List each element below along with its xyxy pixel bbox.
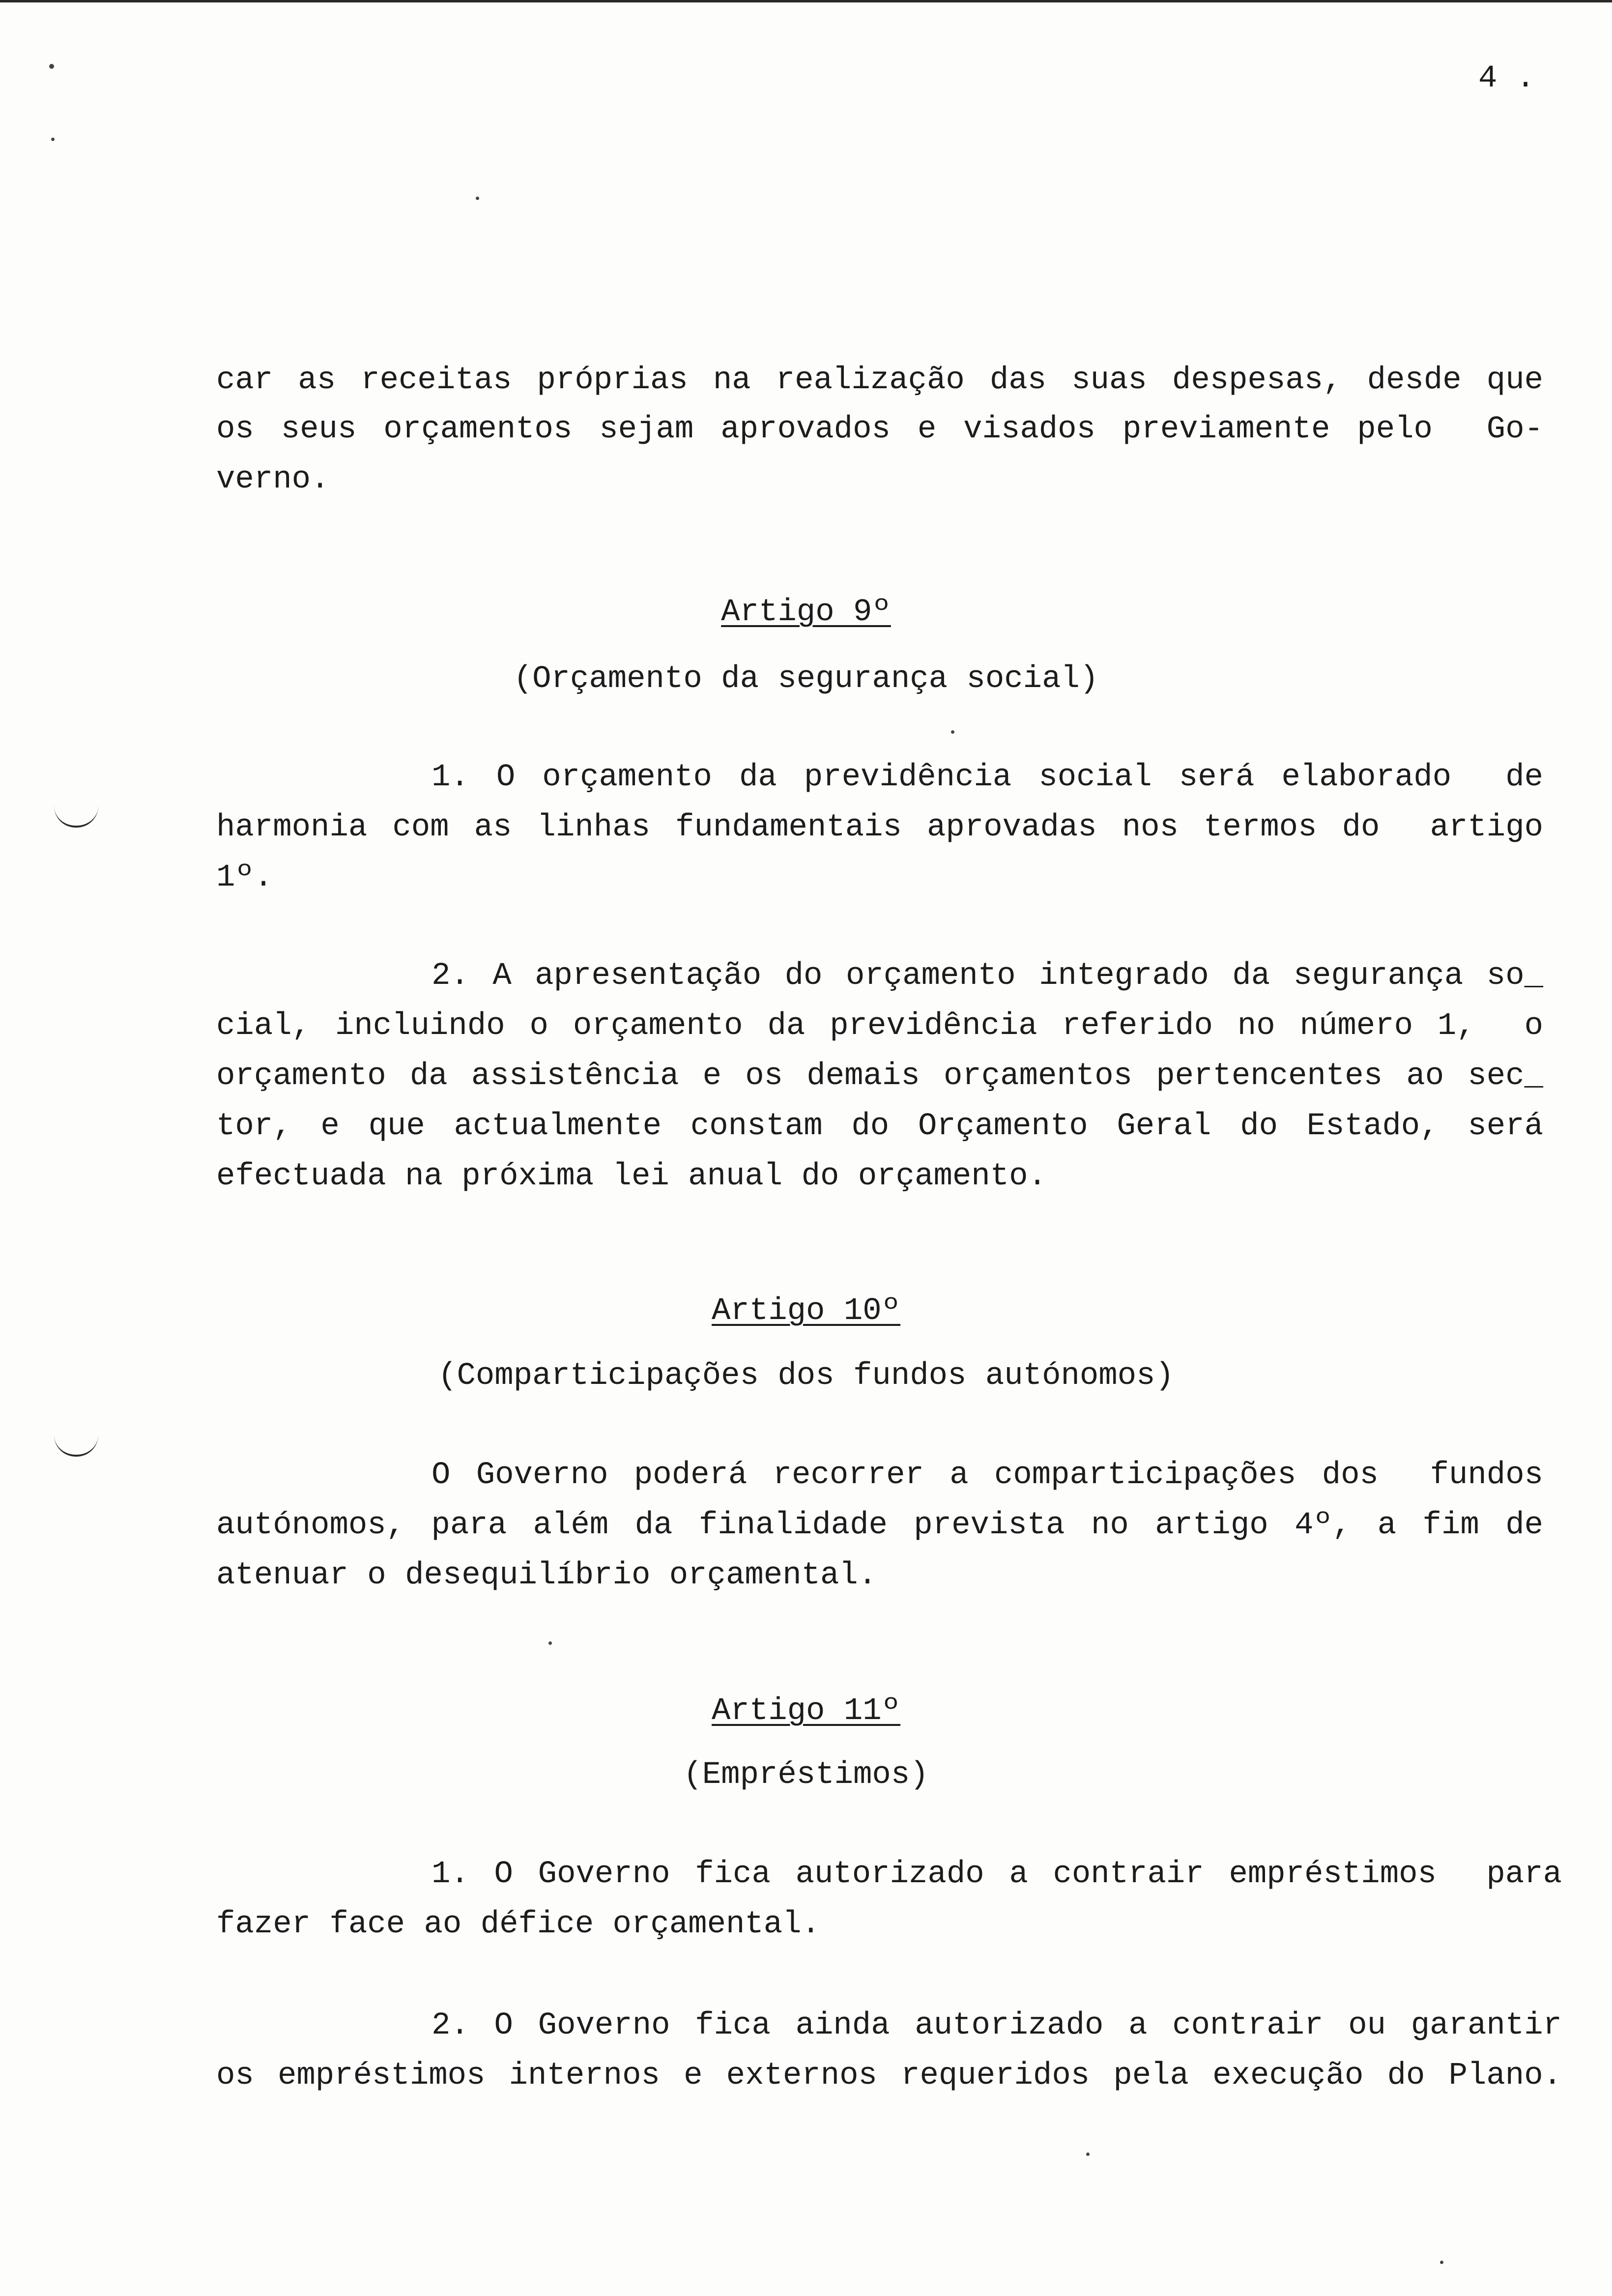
article-title: Artigo 9º: [721, 595, 891, 630]
body-line: fazer face ao défice orçamental.: [216, 1907, 820, 1942]
top-border-line: [0, 0, 1612, 2]
article-title: Artigo 11º: [711, 1693, 901, 1729]
body-line: autónomos, para além da finalidade prevista no artigo 4º, a fim de: [216, 1508, 1543, 1543]
body-line: efectuada na próxima lei anual do orçamento.: [216, 1159, 1047, 1194]
scan-speck: [476, 197, 479, 200]
body-line: os seus orçamentos sejam aprovados e visados previamente pelo Go-: [216, 412, 1543, 447]
scan-speck: [49, 64, 54, 69]
body-line: O Governo poderá recorrer a comparticipações dos fundos: [432, 1458, 1543, 1493]
body-line: 1. O orçamento da previdência social será elaborado de: [432, 760, 1543, 795]
scan-speck: [1086, 2152, 1090, 2156]
body-line: 1. O Governo fica autorizado a contrair empréstimos para: [432, 1857, 1562, 1892]
article-subtitle: (Empréstimos): [683, 1757, 929, 1793]
body-line: atenuar o desequilíbrio orçamental.: [216, 1558, 877, 1593]
body-line: car as receitas próprias na realização das suas despesas, desde que: [216, 363, 1543, 398]
scan-speck: [51, 138, 55, 141]
article-subtitle: (Comparticipações dos fundos autónomos): [438, 1358, 1174, 1394]
scan-speck: [951, 730, 954, 734]
article-title: Artigo 10º: [711, 1293, 901, 1329]
body-line: os empréstimos internos e externos requeridos pela execução do Plano.: [216, 2058, 1562, 2094]
scan-speck: [548, 1641, 552, 1645]
body-line: tor, e que actualmente constam do Orçamento Geral do Estado, será: [216, 1109, 1543, 1144]
margin-check-mark: [54, 806, 98, 828]
body-line: cial, incluindo o orçamento da previdência referido no número 1, o: [216, 1008, 1543, 1044]
body-line: orçamento da assistência e os demais orçamentos pertencentes ao sec_: [216, 1059, 1543, 1094]
body-line: 1º.: [216, 860, 273, 895]
body-line: 2. O Governo fica ainda autorizado a contrair ou garantir: [432, 2008, 1562, 2043]
body-line: 2. A apresentação do orçamento integrado da segurança so_: [432, 958, 1543, 994]
margin-check-mark: [54, 1435, 98, 1457]
body-line: verno.: [216, 462, 330, 497]
body-line: harmonia com as linhas fundamentais aprovadas nos termos do artigo: [216, 810, 1543, 845]
scan-speck: [1440, 2261, 1443, 2264]
article-subtitle: (Orçamento da segurança social): [513, 661, 1099, 697]
page-number: 4 .: [1478, 61, 1535, 96]
